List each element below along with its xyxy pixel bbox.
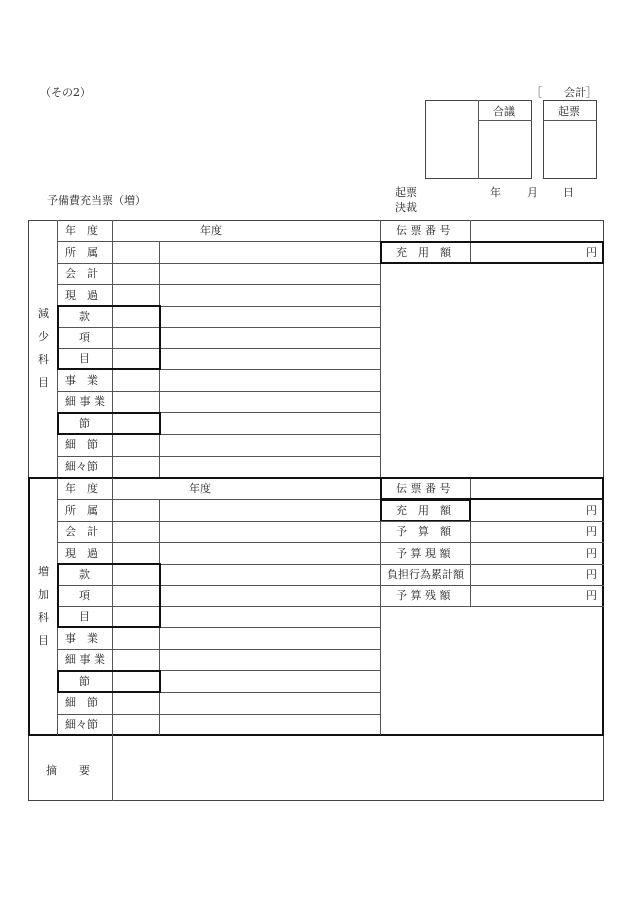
inc-yosanzan-unit: 円 [586, 589, 597, 602]
inc-row-saisetsu: 細 節 [65, 696, 98, 709]
inc-futankoi-unit: 円 [586, 568, 597, 581]
inc-row-kan: 款 [79, 568, 90, 581]
dec-denpyo-label: 伝 票 番 号 [396, 224, 451, 237]
inc-yosangaku-label: 予 算 額 [396, 525, 451, 538]
form-title: 予備費充当票（増） [47, 194, 146, 207]
inc-row-kaikei: 会 計 [65, 525, 98, 538]
summary-label: 摘 要 [46, 764, 90, 777]
dec-row-shozoku: 所 属 [65, 246, 98, 259]
dec-row-jigyo: 事 業 [65, 374, 98, 387]
inc-yosanzan-label: 予 算 残 額 [396, 589, 451, 602]
page-number: （その2） [40, 86, 91, 99]
inc-juyogaku-unit: 円 [586, 504, 597, 517]
increase-side-label-3: 科 [38, 611, 49, 624]
dec-row-setsu: 節 [79, 417, 90, 430]
dec-row-kaikei: 会 計 [65, 267, 98, 280]
dec-row-genka: 現 過 [65, 289, 98, 302]
inc-nendo-value: 年度 [189, 482, 211, 495]
kihyo-label: 起票 [395, 186, 417, 199]
inc-row-saisaisetsu: 細々節 [65, 718, 98, 731]
date-month: 月 [527, 186, 538, 199]
inc-juyogaku-label: 充 用 額 [396, 504, 451, 517]
dec-row-saisetsu: 細 節 [65, 438, 98, 451]
decrease-side-label-1: 減 [38, 307, 49, 320]
decrease-side-label-2: 少 [38, 330, 49, 343]
dec-juyogaku-label: 充 用 額 [396, 246, 451, 259]
dec-juyogaku-unit: 円 [586, 246, 597, 259]
dec-row-ko: 項 [79, 331, 90, 344]
inc-row-setsu: 節 [79, 675, 90, 688]
increase-side-label-4: 目 [38, 634, 49, 647]
kaikei-bracket: ［ 会計］ [531, 86, 597, 99]
inc-row-moku: 目 [79, 610, 90, 623]
dec-nendo-value: 年度 [200, 224, 222, 237]
kihyo-header: 起票 [558, 105, 580, 118]
inc-row-ko: 項 [79, 589, 90, 602]
inc-yosangengaku-unit: 円 [586, 547, 597, 560]
dec-row-moku: 目 [79, 352, 90, 365]
date-day: 日 [563, 186, 574, 199]
increase-side-label-2: 加 [38, 588, 49, 601]
summary-field[interactable] [113, 737, 602, 799]
gogi-header: 合議 [493, 105, 515, 118]
inc-denpyo-label: 伝 票 番 号 [396, 482, 451, 495]
dec-row-saisaisetsu: 細々節 [65, 460, 98, 473]
inc-row-shozoku: 所 属 [65, 504, 98, 517]
decrease-side-label-4: 目 [38, 376, 49, 389]
decrease-side-label-3: 科 [38, 353, 49, 366]
dec-row-kan: 款 [79, 310, 90, 323]
dec-row-saijigyo: 細 事 業 [65, 395, 105, 408]
inc-row-saijigyo: 細 事 業 [65, 653, 105, 666]
inc-row-genka: 現 過 [65, 547, 98, 560]
inc-row-nendo: 年 度 [65, 482, 98, 495]
kessai-label: 決裁 [395, 201, 417, 214]
dec-row-nendo: 年 度 [65, 224, 98, 237]
inc-yosangaku-unit: 円 [586, 525, 597, 538]
inc-yosangengaku-label: 予 算 現 額 [396, 547, 451, 560]
inc-futankoi-label: 負担行為累計額 [387, 568, 464, 581]
date-year: 年 [490, 186, 501, 199]
increase-side-label-1: 増 [38, 565, 49, 578]
inc-row-jigyo: 事 業 [65, 632, 98, 645]
